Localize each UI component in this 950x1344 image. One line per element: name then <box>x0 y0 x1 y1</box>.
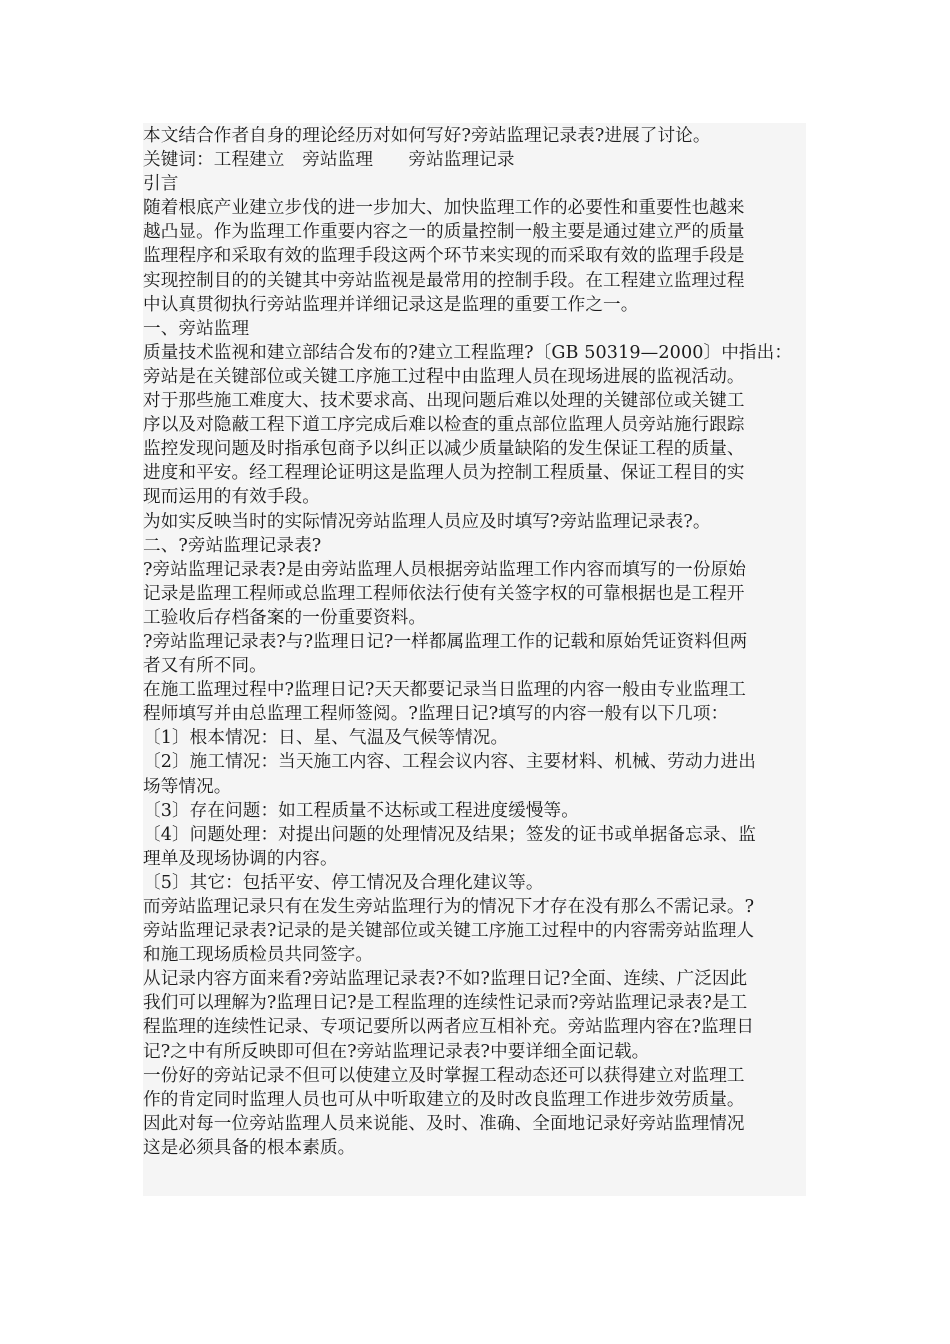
text-line: 质量技术监视和建立部结合发布的?建立工程监理?〔GB 50319—2000〕中指出： <box>143 342 793 363</box>
article-text-block <box>143 123 806 1196</box>
text-line: 而旁站监理记录只有在发生旁站监理行为的情况下才存在没有那么不需记录。? <box>143 897 755 917</box>
text-line: 旁站是在关键部位或关键工序施工过程中由监理人员在现场进展的监视活动。 <box>143 366 745 387</box>
text-line: 场等情况。 <box>143 776 232 797</box>
text-line: 引言 <box>143 174 179 195</box>
text-line: 〔3〕存在问题：如工程质量不达标或工程进度缓慢等。 <box>143 800 579 821</box>
text-line: 监理程序和采取有效的监理手段这两个环节来实现的而采取有效的监理手段是 <box>143 246 745 267</box>
text-line: 在施工监理过程中?监理日记?天天都要记录当日监理的内容一般由专业监理工 <box>143 680 746 701</box>
text-line: 记录是监理工程师或总监理工程师依法行使有关签字权的可靠根据也是工程开 <box>143 583 745 604</box>
text-line: 对于那些施工难度大、技术要求高、出现问题后难以处理的关键部位或关键工 <box>143 391 745 412</box>
text-line: ?旁站监理记录表?是由旁站监理人员根据旁站监理工作内容而填写的一份原始 <box>143 559 746 580</box>
text-line: 程师填写并由总监理工程师签阅。?监理日记?填写的内容一般有以下几项： <box>143 704 729 725</box>
text-line: 监控发现问题及时指承包商予以纠正以减少质量缺陷的发生保证工程的质量、 <box>143 439 745 460</box>
text-line: 序以及对隐蔽工程下道工序完成后难以检查的重点部位监理人员旁站施行跟踪 <box>143 415 745 436</box>
text-line: 程监理的连续性记录、专项记要所以两者应互相补充。旁站监理内容在?监理日 <box>143 1017 755 1038</box>
text-line: 本文结合作者自身的理论经历对如何写好?旁站监理记录表?进展了讨论。 <box>143 126 711 146</box>
text-line: 理单及现场协调的内容。 <box>143 848 338 869</box>
text-line: 作的肯定同时监理人员也可从中听取建立的及时改良监理工作进步效劳质量。 <box>143 1089 745 1110</box>
text-line: 中认真贯彻执行旁站监理并详细记录这是监理的重要工作之一。 <box>143 294 639 315</box>
text-line: 这是必须具备的根本素质。 <box>143 1137 356 1158</box>
text-line: 因此对每一位旁站监理人员来说能、及时、准确、全面地记录好旁站监理情况 <box>143 1113 745 1134</box>
text-line: 〔4〕问题处理：对提出问题的处理情况及结果；签发的证书或单据备忘录、监 <box>143 824 756 845</box>
text-line: 一份好的旁站记录不但可以使建立及时掌握工程动态还可以获得建立对监理工 <box>143 1065 745 1086</box>
text-line: 者又有所不同。 <box>143 656 267 677</box>
text-line: 随着根底产业建立步伐的进一步加大、加快监理工作的必要性和重要性也越来 <box>143 198 745 219</box>
text-line: 越凸显。作为监理工作重要内容之一的质量控制一般主要是通过建立严的质量 <box>143 222 745 243</box>
text-line: 旁站监理记录表?记录的是关键部位或关键工序施工过程中的内容需旁站监理人 <box>143 921 755 942</box>
text-line: 为如实反映当时的实际情况旁站监理人员应及时填写?旁站监理记录表?。 <box>143 511 711 532</box>
text-line: 实现控制目的的关键其中旁站监视是最常用的控制手段。在工程建立监理过程 <box>143 270 745 291</box>
text-line: ?旁站监理记录表?与?监理日记?一样都属监理工作的记载和原始凭证资料但两 <box>143 631 748 652</box>
text-line: 〔2〕施工情况：当天施工内容、工程会议内容、主要材料、机械、劳动力进出 <box>143 752 756 773</box>
text-line: 〔5〕其它：包括平安、停工情况及合理化建议等。 <box>143 872 544 893</box>
text-line: 关键词：工程建立 旁站监理 旁站监理记录 <box>143 150 515 171</box>
text-line: 进度和平安。经工程理论证明这是监理人员为控制工程质量、保证工程目的实 <box>143 463 745 484</box>
text-line: 我们可以理解为?监理日记?是工程监理的连续性记录而?旁站监理记录表?是工 <box>143 993 748 1014</box>
text-line: 和施工现场质检员共同签字。 <box>143 945 374 966</box>
text-line: 从记录内容方面来看?旁站监理记录表?不如?监理日记?全面、连续、广泛因此 <box>143 969 748 990</box>
text-line: 工验收后存档备案的一份重要资料。 <box>143 607 427 628</box>
text-line: 〔1〕根本情况：日、星、气温及气候等情况。 <box>143 728 509 749</box>
text-line: 一、旁站监理 <box>143 318 250 339</box>
text-line: 现而运用的有效手段。 <box>143 487 320 508</box>
text-line: 二、?旁站监理记录表? <box>143 535 322 556</box>
text-line: 记?之中有所反映即可但在?旁站监理记录表?中要详细全面记载。 <box>143 1041 650 1062</box>
